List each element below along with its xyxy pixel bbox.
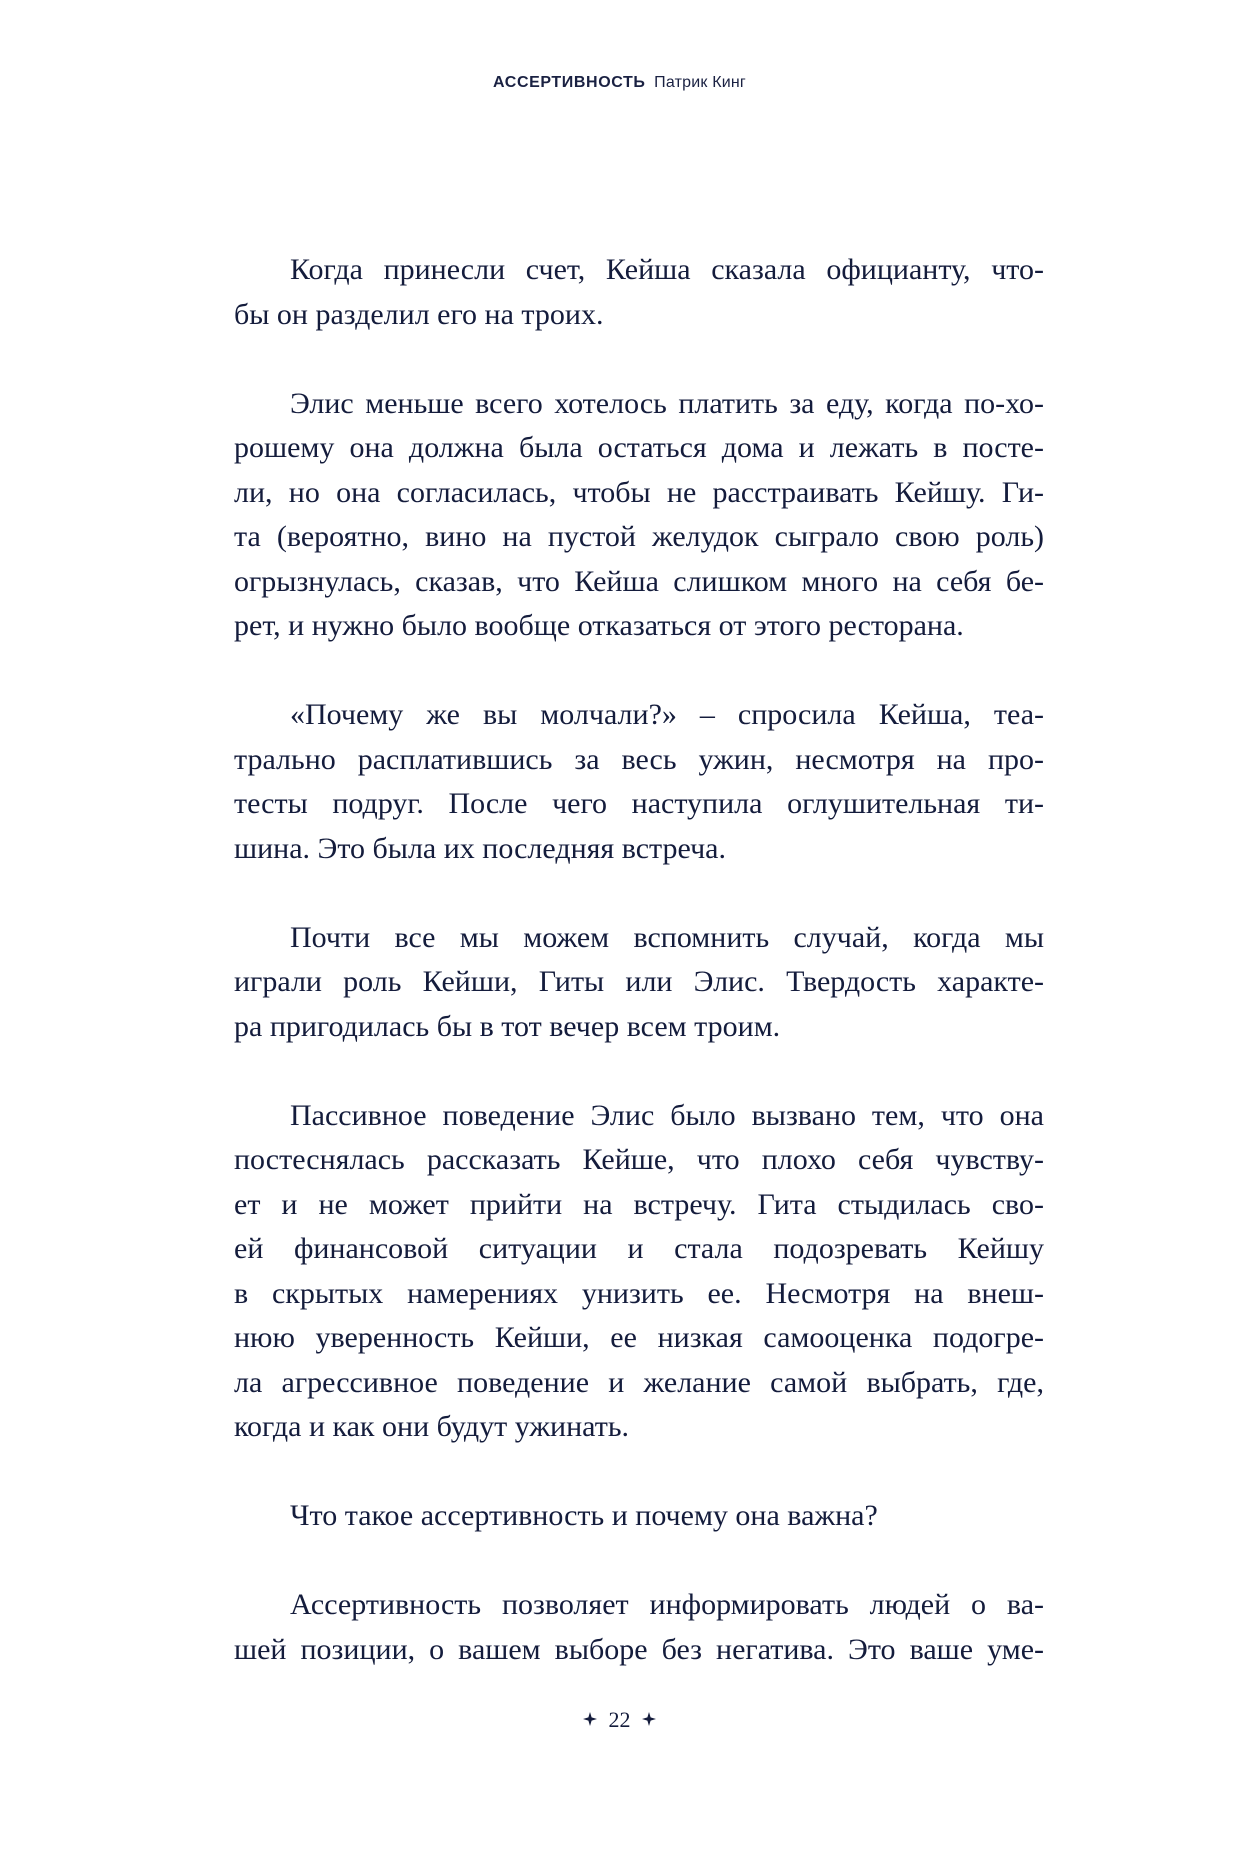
text-line: ра пригодилась бы в тот вечер всем троим.: [234, 1009, 781, 1043]
text-line: Элис меньше всего хотелось платить за еду, когда по-хо-: [290, 386, 1044, 420]
paragraph: [234, 1583, 1044, 1672]
text-line: Когда принесли счет, Кейша сказала официанту, что-: [290, 253, 1044, 286]
body-text: [234, 248, 1044, 1717]
text-line: рошему она должна была остаться дома и лежать в посте-: [234, 431, 1044, 464]
text-line: постеснялась рассказать Кейше, что плохо себя чувству-: [234, 1143, 1044, 1176]
text-line: шина. Это была их последняя встреча.: [234, 831, 726, 865]
text-line: Почти все мы можем вспомнить случай, когда мы: [290, 920, 1044, 954]
author-name: Патрик Кинг: [654, 74, 746, 91]
text-line: когда и как они будут ужинать.: [234, 1410, 629, 1443]
book-title: АССЕРТИВНОСТЬ: [493, 74, 646, 91]
paragraph: [234, 248, 1044, 337]
paragraph: [234, 1494, 1044, 1539]
text-line: та (вероятно, вино на пустой желудок сыграло свою роль): [234, 520, 1044, 553]
text-line: трально расплатившись за весь ужин, несмотря на про-: [234, 742, 1044, 776]
running-head: [0, 74, 1239, 92]
four-point-star-icon: [583, 1712, 597, 1726]
paragraph: [234, 916, 1044, 1050]
text-line: ет и не может прийти на встречу. Гита стыдилась сво-: [234, 1187, 1044, 1221]
text-line: нюю уверенность Кейши, ее низкая самооценка подогре-: [234, 1321, 1044, 1354]
page-number: 22: [608, 1707, 631, 1732]
paragraph: [234, 382, 1044, 649]
text-line: в скрытых намерениях унизить ее. Несмотря на внеш-: [234, 1276, 1044, 1310]
paragraph: [234, 1094, 1044, 1450]
text-line: шей позиции, о вашем выборе без негатива. Это ваше уме-: [234, 1632, 1044, 1666]
paragraph: [234, 693, 1044, 871]
text-line: ли, но она согласилась, чтобы не расстраивать Кейшу. Ги-: [234, 475, 1044, 509]
text-line: рет, и нужно было вообще отказаться от этого ресторана.: [234, 609, 964, 642]
text-line: ла агрессивное поведение и желание самой выбрать, где,: [234, 1365, 1044, 1399]
text-line: Ассертивность позволяет информировать людей о ва-: [290, 1588, 1044, 1621]
text-line: тесты подруг. После чего наступила оглушительная ти-: [234, 787, 1044, 820]
text-line: бы он разделил его на троих.: [234, 297, 604, 331]
text-line: огрызнулась, сказав, что Кейша слишком много на себя бе-: [234, 564, 1044, 598]
page-folio: [0, 1707, 1239, 1733]
text-line: «Почему же вы молчали?» – спросила Кейша, теа-: [290, 698, 1044, 731]
four-point-star-icon: [642, 1712, 656, 1726]
text-line: ей финансовой ситуации и стала подозревать Кейшу: [234, 1232, 1044, 1265]
text-line: играли роль Кейши, Гиты или Элис. Твердость характе-: [234, 965, 1044, 998]
text-line: Пассивное поведение Элис было вызвано тем, что она: [290, 1098, 1044, 1132]
text-line: Что такое ассертивность и почему она важна?: [290, 1499, 878, 1532]
